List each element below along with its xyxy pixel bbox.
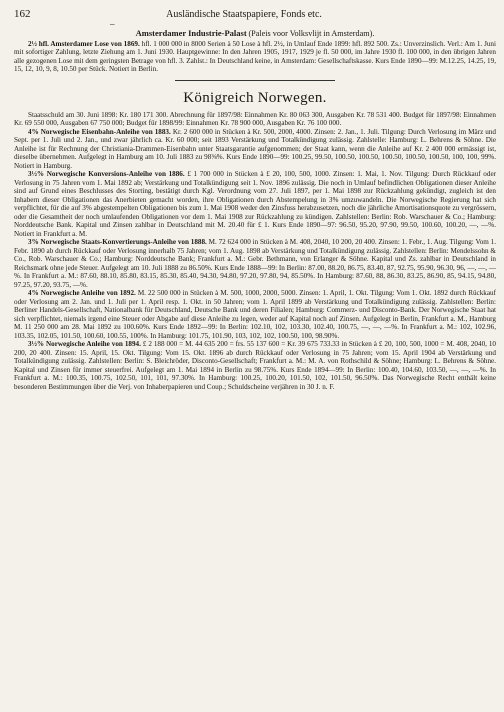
loan-entry	[14, 170, 496, 238]
loan-body: £ 1 700 000 in Stücken à £ 20, 100, 500, 1000. Zinsen: 1. Mai, 1. Nov. Tilgung: Durch Rückkauf oder Verlosung in 75 Jahren vom 1. Mai 1892 ab; Verstärkung und Totalkündigung seit 1. Nov. 1896 zulässig. Die noch in Umlauf befindlichen Obligationen dieser Anleihe sind auf Grund eines Beschlusses des Storting, bestätigt durch Kgl. Verordnung vom 27. Juli 1897, per 1. Mai 1898 zur Rückzahlung gekündigt, zugleich ist den Inhabern dieser Obligationen das Anerbieten gemacht worden, ihre Obligationen durch Abstempelung in 3% umzuwandeln. Die Norwegische Regierung hat sich verpflichtet, für die auf 3% abgestempelten Obligationen bis zum 1. Mai 1908 weder den Zinsfuss herabzusetzen, noch die jährliche Amortisationsquote zu vergrössern, oder die Gesamtheit der noch umlaufenden Obligationen vor dem 1. Mai 1908 zur Rückzahlung zu kündigen. Zahlstellen: Berlin: Rob. Warschauer & Co.; Hamburg: Norddeutsche Bank. Kapital und Zinsen zahlbar in Deutschland mit M. 20.40 für £ 1. Kurs Ende 1890—97: 96.50, 95.20, 97.90, 99.50, 100.60, 100.20, —, —%. Notiert in Frankfurt a. M.	[14, 170, 496, 238]
page-header	[14, 8, 496, 21]
loan-heading: 3½% Norwegische Konversions-Anleihe von 1886.	[28, 170, 185, 178]
loan-body: Kr. 2 600 000 in Stücken à Kr. 500, 2000, 4000. Zinsen: 2. Jan., 1. Juli. Tilgung: Durch Verlosung im März und Sept. per 1. Juli und 2. Jan., und zwar jährlich ca. Kr. 60 000; seit 1893 Verstärkung und Totalkündigung zulässig. Zahlstelle: Hamburg: L. Behrens & Söhne. Die Anleihe ist für Rechnung der Christiania-Drammen-Eisenbahn unter Staatsgarantie aufgenommen; der Staat kann, wenn die Anleihe auf Kr. 2 400 000 ermässigt ist, dieselbe übernehmen. Aufgelegt in Hamburg am 10. Juli 1883 zu 98⅜%. Kurs Ende 1890—99: 100.25, 99.50, 100.50, 100.50, 100.50, 100.50, 100.50, 100, 100, 99%. Notiert in Hamburg.	[14, 127, 496, 170]
section-divider	[175, 80, 335, 81]
amsterdam-entry	[14, 29, 496, 74]
amsterdam-title-note: (Paleis voor Volksvlijt in Amsterdam).	[248, 29, 375, 38]
norway-intro: Staatsschuld am 30. Juni 1898: Kr. 180 171 300. Abrechnung für 1897/98: Einnahmen Kr. 80 063 300, Ausgaben Kr. 78 531 400. Budget für 1897/98: Einnahmen Kr. 69 550 000, Ausgaben 67 750 000; Budget für 1898/99: Einnahmen Kr. 78 900 000, Ausgaben Kr. 76 100 000.	[14, 110, 496, 127]
loan-entry	[14, 128, 496, 171]
running-title: Ausländische Staatspapiere, Fonds etc.	[166, 9, 322, 20]
norway-sections	[14, 128, 496, 392]
loan-heading: 3% Norwegische Staats-Konvertierungs-Anleihe von 1888.	[28, 238, 207, 246]
loan-body: M. 72 624 000 in Stücken à M. 408, 2040, 10 200, 20 400. Zinsen: 1. Febr., 1. Aug. Tilgung: Vom 1. Febr. 1890 ab durch Rückkauf oder Verlosung innerhalb 75 Jahren; vom 1. Aug. 1898 ab Verstärkung und Totalkündigung zulässig. Zahlstellen: Berlin: Mendelssohn & Co., Rob. Warschauer & Co.; Hamburg: Norddeutsche Bank; Frankfurt a. M.: Gebr. Bethmann, von Erlanger & Söhne. Kapital und Zs. zahlbar in Deutschland in Reichsmark ohne jede Steuer. Aufgelegt am 10. Juli 1888 zu 86.50%. Kurs Ende 1888—99: In Berlin: 87.00, 88.20, 86.75, 83.40, 87, 92.75, 95.90, 96.30, 96, —, —, —%. In Frankfurt a. M.: 87.60, 88.10, 85.80, 83.15, 85.30, 85.40, 94.30, 94.80, 97.20, 97.80, 94, 85.50%. In Hamburg: 87.60, 88, 86.30, 83.25, 86.90, 85, 94.15, 94.80, 97.25, 97.20, 93.75, —%.	[14, 238, 496, 289]
page-number: 162	[14, 8, 31, 20]
loan-heading: 4% Norwegische Eisenbahn-Anleihe von 1883.	[28, 127, 171, 136]
country-title: Königreich Norwegen.	[183, 89, 327, 106]
amsterdam-title: Amsterdamer Industrie-Palast	[135, 28, 247, 38]
loan-entry	[14, 238, 496, 289]
loan-body: £ 2 188 000 = M. 44 635 200 = frs. 55 137 600 = Kr. 39 675 733.33 in Stücken à £ 20, 100, 500, 1000 = M. 408, 2040, 10 200, 20 400. Zinsen: 15. April, 15. Okt. Tilgung: Vom 15. Okt. 1896 ab durch Rückkauf oder Verlosung in 75 Jahren; vom 15. April 1904 ab Verstärkung und Totalkündigung zulässig. Zahlstellen: Berlin: S. Bleichröder, Disconto-Gesellschaft; Frankfurt a. M.: M. A. von Rothschild & Söhne; Hamburg: L. Behrens & Söhne. Kapital und Zinsen für immer steuerfrei. Aufgelegt am 1. Mai 1894 in Berlin zu 98.75%. Kurs Ende 1894—99: In Berlin: 100.40, 104.60, 103.50, —, —, —%. In Frankfurt a. M.: 100.35, 100.75, 102.50, 101, 101, 97.30%. In Hamburg: 100.25, 100.20, 101.50, 102, 101.50, 96.50%. Das Norwegische Recht enthält keine besonderen Bestimmungen über die Verj. von Inhaberpapieren und Coup.; Schuldscheine verjähren in 30 J. n. F.	[14, 340, 496, 391]
loan-entry	[14, 289, 496, 340]
loan-body: M. 22 500 000 in Stücken à M. 500, 1000, 2000, 5000. Zinsen: 1. April, 1. Okt. Tilgung: Vom 1. Okt. 1892 durch Rückkauf oder Verlosung am 2. Jan. und 1. Juli per 1. April resp. 1. Okt. in 50 Jahren; vom 1. April 1899 ab Verstärkung und Totalkündigung zulässig. Zahlstellen: Berlin: Berliner Handels-Gesellschaft, Nationalbank für Deutschland, Deutsche Bank und deren Filialen; Hamburg: Commerz- und Disconto-Bank. Der Norwegische Staat hat sich verpflichtet, niemals irgend eine Steuer oder Abgabe auf diese Anleihe zu legen, weder auf Kapital noch auf Zinsen. Aufgelegt in Berlin, Frankfurt a. M., Hamburg M. 11 250 000 am 28. Mai 1892 zu 100.60%. Kurs Ende 1892—99: In Berlin: 102.10, 102, 103.30, 102.40, 100.75, —, —, —%. In Frankfurt a. M.: 102, 102.96, 103.35, 102.05, 101.50, 100.60, 100.55, 100%. In Hamburg: 101.75, 101.90, 103, 102, 102, 100.50, 100, 98.90%.	[14, 289, 496, 340]
loan-heading: 3½% Norwegische Anleihe von 1894.	[28, 340, 141, 348]
loan-entry	[14, 340, 496, 391]
amsterdam-body: hfl. 1 000 000 in 8000 Serien à 50 Lose à hfl. 2½, in Umlauf Ende 1899: hfl. 892 500. Zs.: Unverzinslich. Verl.: Am 1. Juni mit sofortiger Zahlung, letzte Ziehung am 1. Juni 1930. Hauptgewinne: In den Jahren 1905, 1917, 1929 je fl. 50 000, im Jahre 1930 fl. 100 000, in den übrigen Jahren alle gezogenen Lose mit dem geringsten Betrage von hfl. 3. Zahlst.: In Deutschland keine, in Amsterdam: Gesellschaftskasse. Kurs Ende 1890—99: M.12.25, 14.25, 19, 15, 12, 10, 9, 8, 10.50 per Stück. Notiert in Berlin.	[14, 39, 496, 73]
amsterdam-loan-heading: 2½ hfl. Amsterdamer Lose von 1869.	[28, 39, 140, 48]
loan-heading: 4% Norwegische Anleihe von 1892.	[28, 289, 136, 297]
printer-mark: –	[110, 19, 115, 29]
